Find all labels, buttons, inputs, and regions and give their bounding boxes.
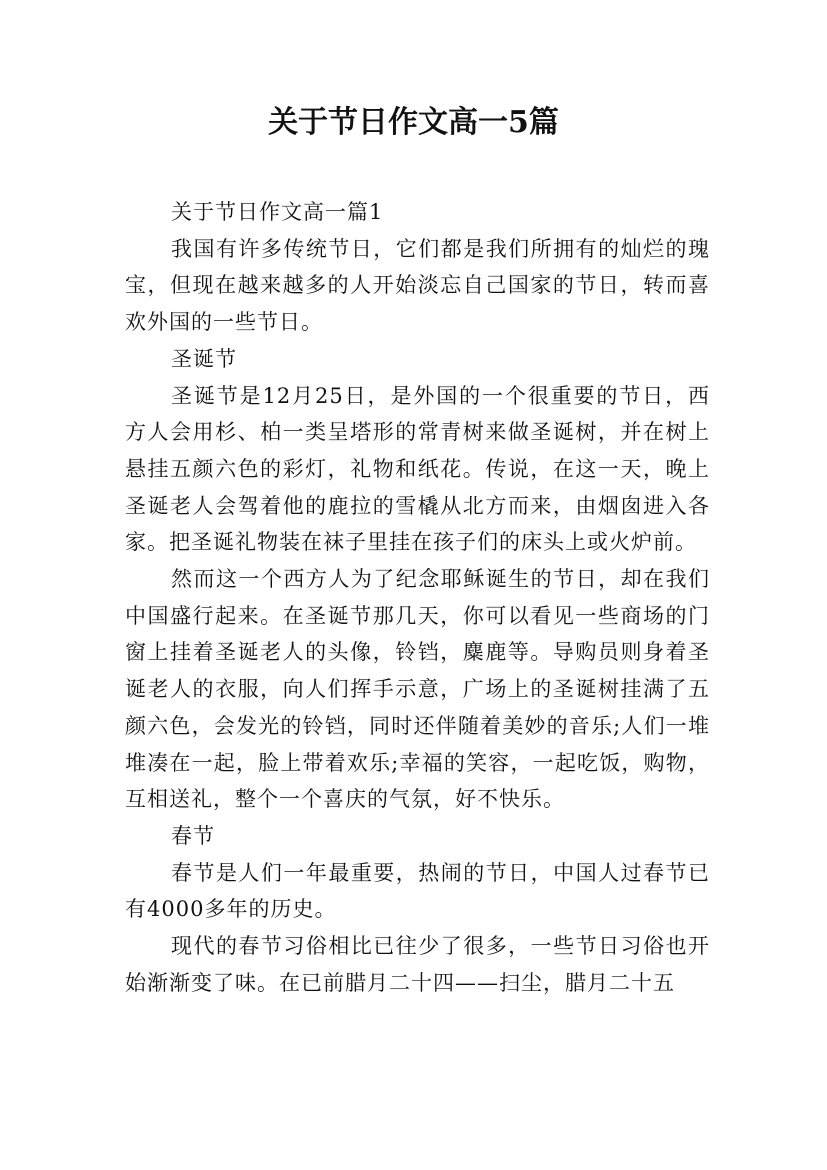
section-heading-spring-festival: 春节	[171, 823, 215, 848]
section-heading-christmas: 圣诞节	[171, 346, 237, 371]
document-body	[125, 194, 710, 1001]
document-title: 关于节日作文高一5篇	[268, 105, 559, 140]
spring-festival-paragraph-2: 现代的春节习俗相比已往少了很多，一些节日习俗也开始渐渐变了味。在已前腊月二十四——扫尘，腊月二十五	[125, 934, 710, 995]
section-heading-essay-1: 关于节日作文高一篇1	[171, 200, 384, 224]
christmas-paragraph-2: 然而这一个西方人为了纪念耶稣诞生的节日，却在我们中国盛行起来。在圣诞节那几天，你可以看见一些商场的门窗上挂着圣诞老人的头像，铃铛，麋鹿等。导购员则身着圣诞老人的衣服，向人们挥手示意，广场上的圣诞树挂满了五颜六色，会发光的铃铛，同时还伴随着美妙的音乐;人们一堆堆凑在一起，脸上带着欢乐;幸福的笑容，一起吃饭，购物，互相送礼，整个一个喜庆的气氛，好不快乐。	[125, 567, 710, 812]
christmas-paragraph-1: 圣诞节是12月25日，是外国的一个很重要的节日，西方人会用杉、柏一类呈塔形的常青树来做圣诞树，并在树上悬挂五颜六色的彩灯，礼物和纸花。传说，在这一天，晚上圣诞老人会驾着他的鹿拉的雪橇从北方而来，由烟囱进入各家。把圣诞礼物装在袜子里挂在孩子们的床头上或火炉前。	[125, 383, 710, 555]
spring-festival-paragraph-1: 春节是人们一年最重要，热闹的节日，中国人过春节已有4000多年的历史。	[125, 860, 710, 922]
intro-paragraph: 我国有许多传统节日，它们都是我们所拥有的灿烂的瑰宝，但现在越来越多的人开始淡忘自己国家的节日，转而喜欢外国的一些节日。	[125, 236, 710, 335]
